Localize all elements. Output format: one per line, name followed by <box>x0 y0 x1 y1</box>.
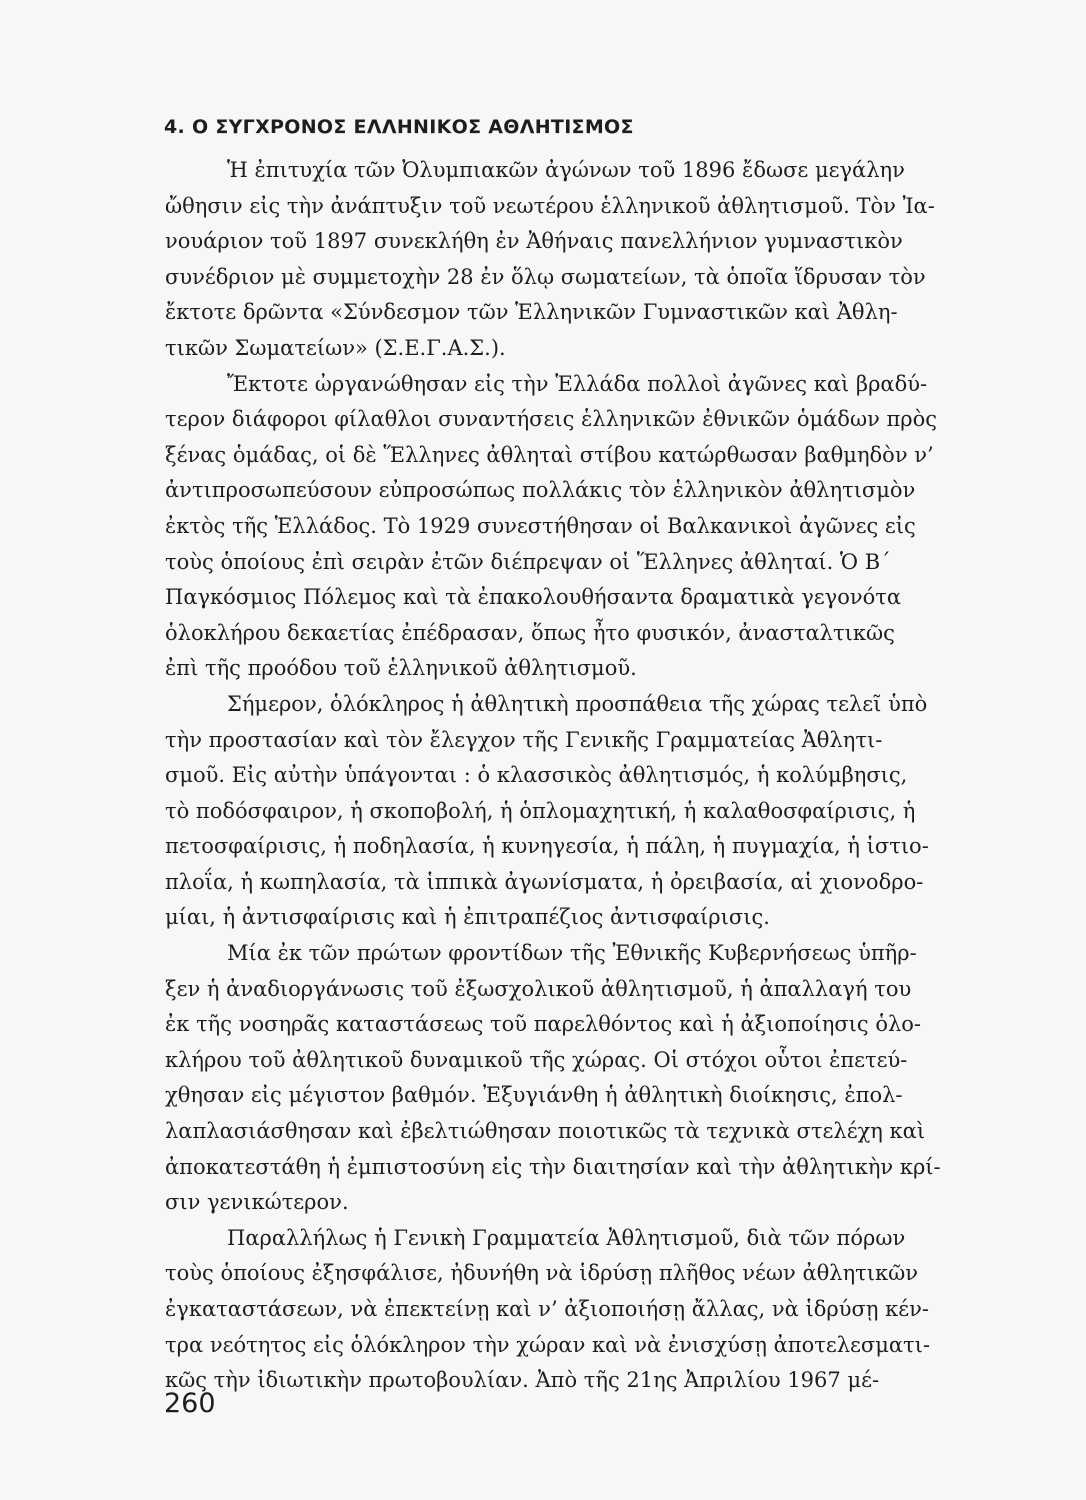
text-line: ἐκ τῆς νοσηρᾶς καταστάσεως τοῦ παρελθόντος καὶ ἡ ἀξιοποίησις ὁλο- <box>165 1012 922 1037</box>
text-line: κῶς τὴν ἰδιωτικὴν πρωτοβουλίαν. Ἀπὸ τῆς 21ης Ἀπριλίου 1967 μέ- <box>165 1368 880 1393</box>
text-line: τερον διάφοροι φίλαθλοι συναντήσεις ἑλληνικῶν ἐθνικῶν ὁμάδων πρὸς <box>165 407 938 432</box>
text-line: σμοῦ. Εἰς αὐτὴν ὑπάγονται : ὁ κλασσικὸς ἀθλητισμός, ἡ κολύμβησις, <box>165 763 908 788</box>
text-line: ἀποκατεστάθη ἡ ἐμπιστοσύνη εἰς τὴν διαιτησίαν καὶ τὴν ἀθλητικὴν κρί- <box>165 1154 941 1179</box>
text-line: ξένας ὁμάδας, οἱ δὲ Ἕλληνες ἀθληταὶ στίβου κατώρθωσαν βαθμηδὸν ν’ <box>165 442 934 467</box>
text-line: τὴν προστασίαν καὶ τὸν ἔλεγχον τῆς Γενικῆς Γραμματείας Ἀθλητι- <box>165 727 883 752</box>
text-line: Ἡ ἐπιτυχία τῶν Ὀλυμπιακῶν ἀγώνων τοῦ 1896 ἔδωσε μεγάλην <box>227 158 905 182</box>
text-line: μίαι, ἡ ἀντισφαίρισις καὶ ἡ ἐπιτραπέζιος ἀντισφαίρισις. <box>165 905 770 930</box>
text-line: κλήρου τοῦ ἀθλητικοῦ δυναμικοῦ τῆς χώρας. Οἱ στόχοι οὗτοι ἐπετεύ- <box>165 1047 908 1072</box>
text-line: Ἔκτοτε ὠργανώθησαν εἰς τὴν Ἑλλάδα πολλοὶ ἀγῶνες καὶ βραδύ- <box>227 371 928 396</box>
text-line: τικῶν Σωματείων» (Σ.Ε.Γ.Α.Σ.). <box>165 335 506 360</box>
text-line: τοὺς ὁποίους ἐπὶ σειρὰν ἐτῶν διέπρεψαν οἱ Ἕλληνες ἀθληταί. Ὁ Β΄ <box>165 549 891 574</box>
section-heading: 4. Ο ΣΥΓΧΡΟΝΟΣ ΕΛΛΗΝΙΚΟΣ ΑΘΛΗΤΙΣΜΟΣ <box>164 116 634 138</box>
text-line: ξεν ἡ ἀναδιοργάνωσις τοῦ ἐξωσχολικοῦ ἀθλητισμοῦ, ἡ ἀπαλλαγή του <box>165 976 912 1001</box>
text-line: ἐκτὸς τῆς Ἑλλάδος. Τὸ 1929 συνεστήθησαν οἱ Βαλκανικοὶ ἀγῶνες εἰς <box>165 513 916 538</box>
text-line: χθησαν εἰς μέγιστον βαθμόν. Ἐξυγιάνθη ἡ ἀθλητικὴ διοίκησις, ἐπολ- <box>165 1083 903 1108</box>
text-line: συνέδριον μὲ συμμετοχὴν 28 ἐν ὅλῳ σωματείων, τὰ ὁποῖα ἵδρυσαν τὸν <box>165 264 926 289</box>
text-line: πλοΐα, ἡ κωπηλασία, τὰ ἱππικὰ ἀγωνίσματα, ἡ ὀρειβασία, αἱ χιονοδρο- <box>165 869 924 894</box>
text-line: ὁλοκλήρου δεκαετίας ἐπέδρασαν, ὅπως ἦτο φυσικόν, ἀνασταλτικῶς <box>165 620 895 645</box>
text-line: ἔκτοτε δρῶντα «Σύνδεσμον τῶν Ἑλληνικῶν Γυμναστικῶν καὶ Ἀθλη- <box>165 300 898 325</box>
text-line: Σήμερον, ὁλόκληρος ἡ ἀθλητικὴ προσπάθεια τῆς χώρας τελεῖ ὑπὸ <box>227 691 928 716</box>
text-line: τρα νεότητος εἰς ὁλόκληρον τὴν χώραν καὶ νὰ ἐνισχύσῃ ἀποτελεσματι- <box>165 1332 931 1357</box>
text-line: νουάριον τοῦ 1897 συνεκλήθη ἐν Ἀθήναις πανελλήνιον γυμναστικὸν <box>165 229 903 254</box>
text-line: ἀντιπροσωπεύσουν εὐπροσώπως πολλάκις τὸν ἑλληνικὸν ἀθλητισμὸν <box>165 478 916 503</box>
text-line: τοὺς ὁποίους ἐξησφάλισε, ἠδυνήθη νὰ ἱδρύσῃ πλῆθος νέων ἀθλητικῶν <box>165 1261 919 1286</box>
text-line: Μία ἐκ τῶν πρώτων φροντίδων τῆς Ἐθνικῆς Κυβερνήσεως ὑπῆρ- <box>227 941 917 966</box>
page-number: 260 <box>164 1388 216 1419</box>
text-line: ἐπὶ τῆς προόδου τοῦ ἑλληνικοῦ ἀθλητισμοῦ. <box>165 656 637 681</box>
text-line: ὤθησιν εἰς τὴν ἀνάπτυξιν τοῦ νεωτέρου ἑλληνικοῦ ἀθλητισμοῦ. Τὸν Ἰα- <box>165 193 935 218</box>
body-text <box>165 153 1015 1399</box>
text-line: Παγκόσμιος Πόλεμος καὶ τὰ ἐπακολουθήσαντα δραματικὰ γεγονότα <box>165 585 902 610</box>
text-line: σιν γενικώτερον. <box>165 1190 349 1215</box>
text-line: πετοσφαίρισις, ἡ ποδηλασία, ἡ κυνηγεσία, ἡ πάλη, ἡ πυγμαχία, ἡ ἱστιο- <box>165 834 929 859</box>
text-line: τὸ ποδόσφαιρον, ἡ σκοποβολή, ἡ ὁπλομαχητική, ἡ καλαθοσφαίρισις, ἡ <box>165 798 916 823</box>
text-line: ἐγκαταστάσεων, νὰ ἐπεκτείνῃ καὶ ν’ ἀξιοποιήσῃ ἄλλας, νὰ ἱδρύσῃ κέν- <box>165 1297 929 1321</box>
text-line: λαπλασιάσθησαν καὶ ἐβελτιώθησαν ποιοτικῶς τὰ τεχνικὰ στελέχη καὶ <box>165 1119 926 1144</box>
text-line: Παραλλήλως ἡ Γενικὴ Γραμματεία Ἀθλητισμοῦ, διὰ τῶν πόρων <box>227 1225 906 1250</box>
